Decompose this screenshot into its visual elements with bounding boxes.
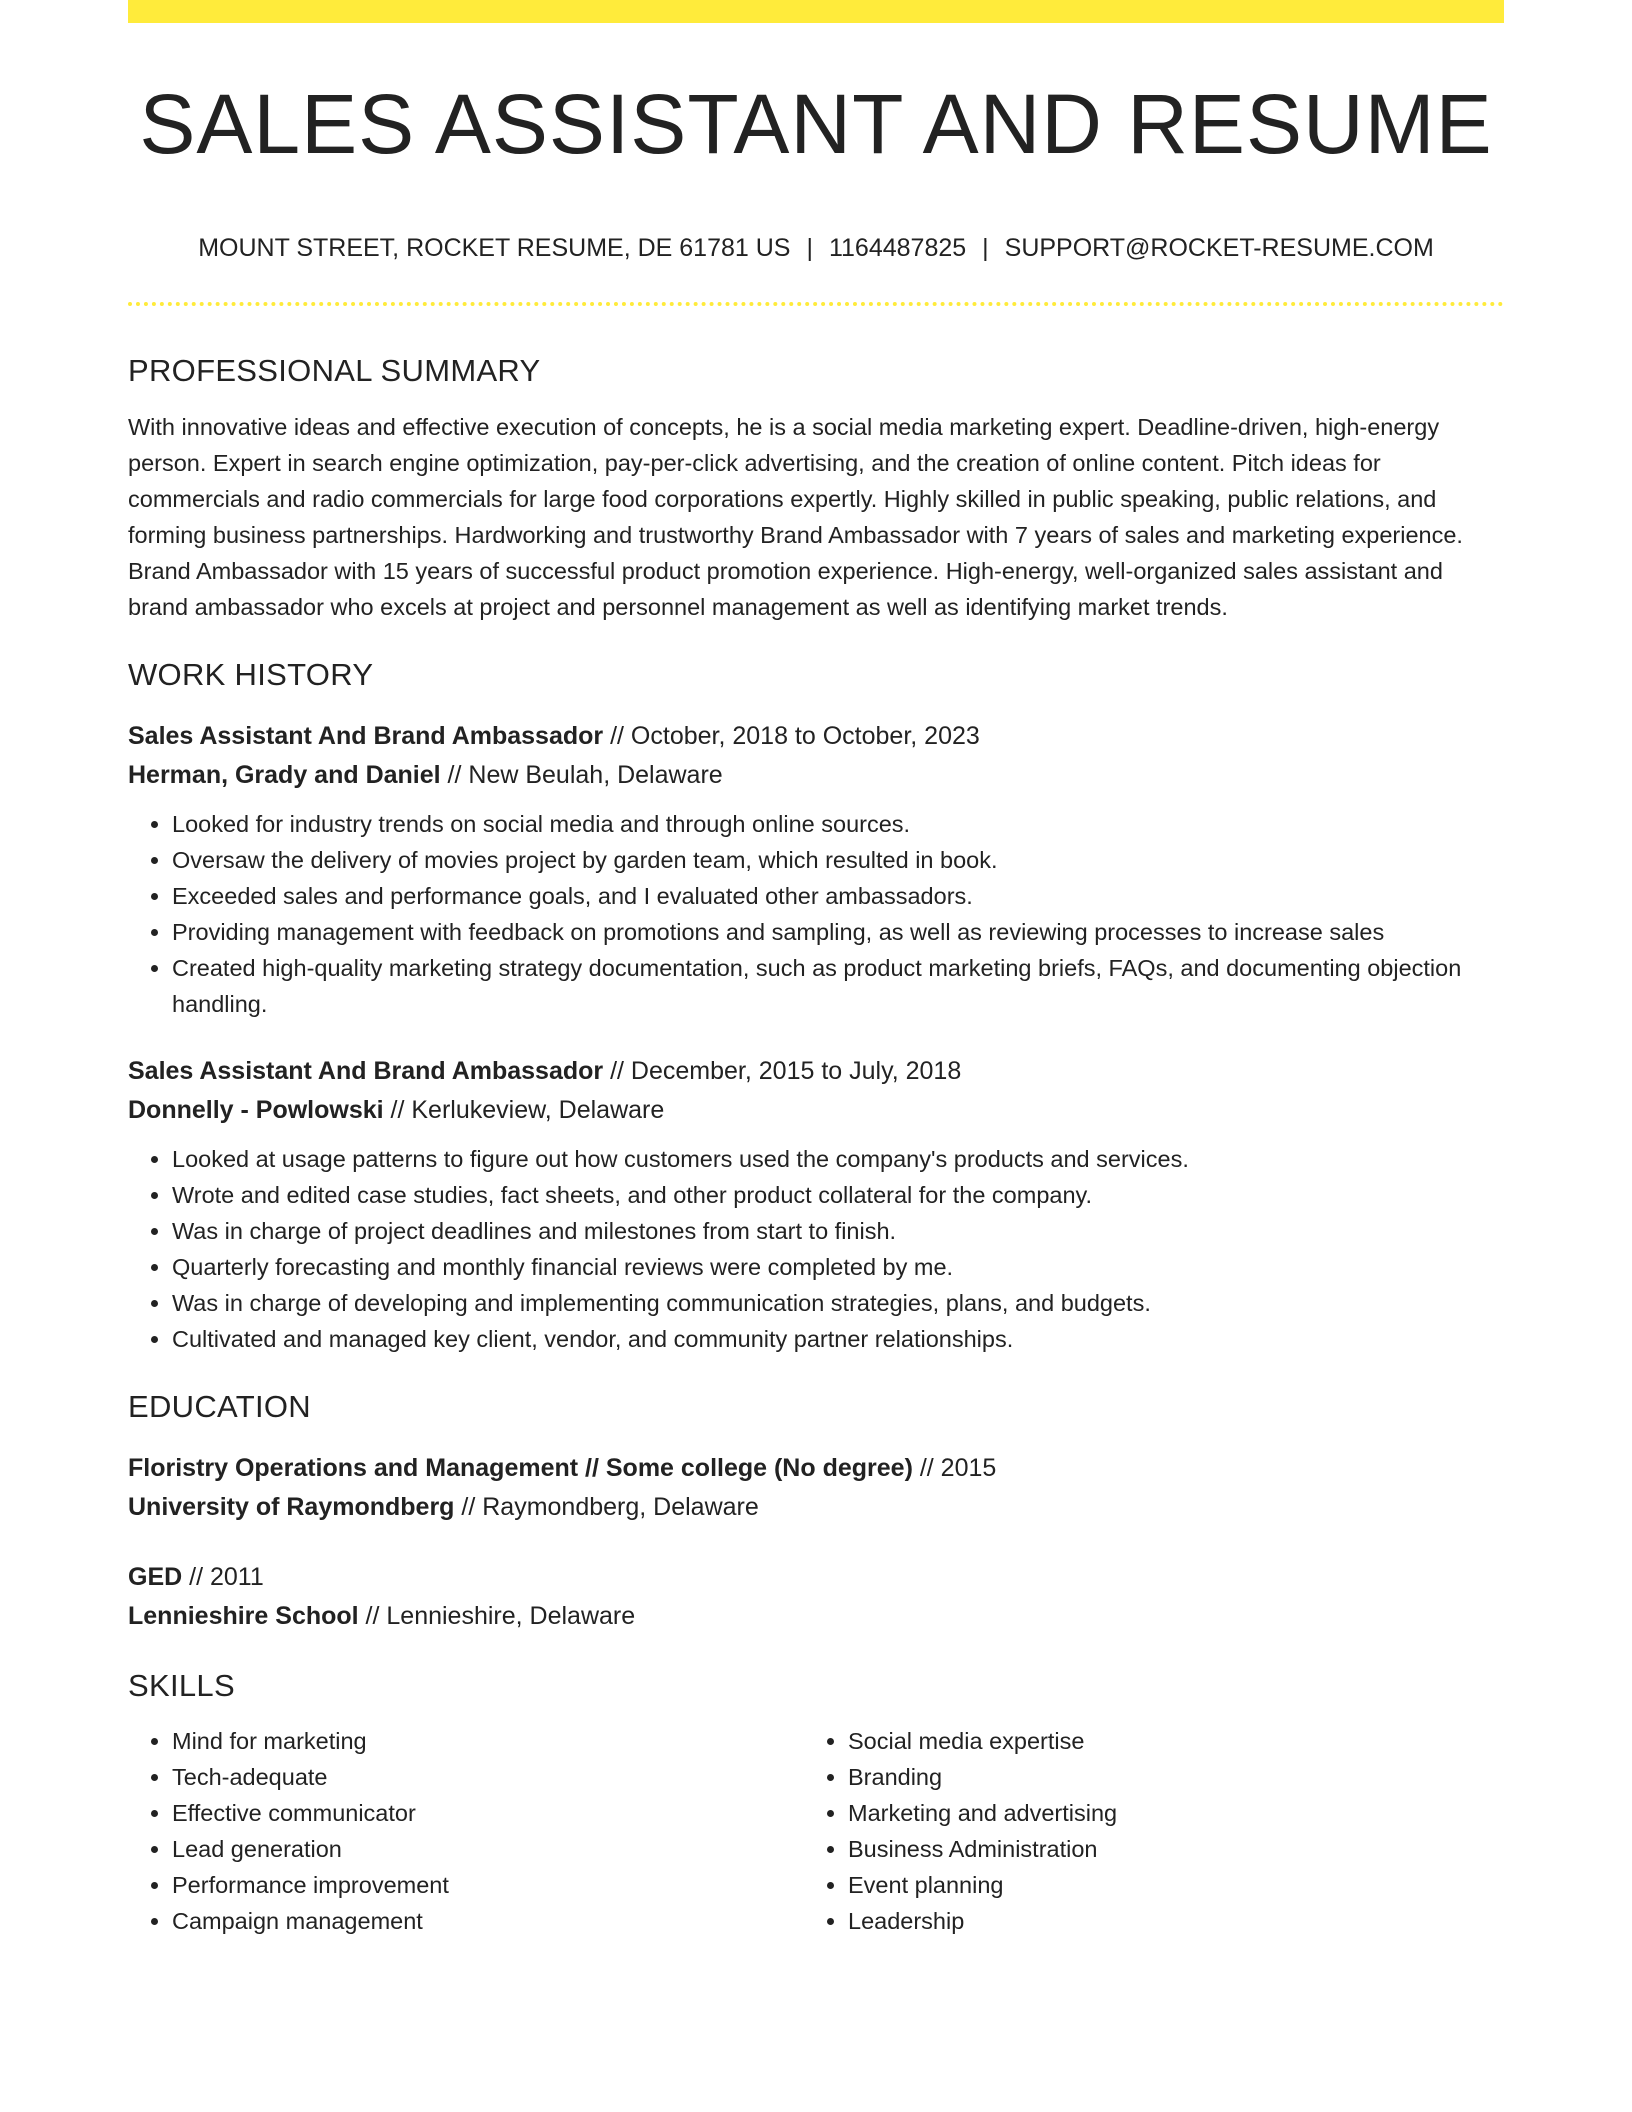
contact-separator: | [982, 234, 989, 262]
job-location: // New Beulah, Delaware [440, 761, 723, 789]
skill-item: • Event planning [848, 1867, 1480, 1903]
job-dates: // October, 2018 to October, 2023 [603, 722, 980, 750]
education-school-line [128, 1597, 1504, 1636]
job-entry [128, 717, 1504, 1022]
skill-item: • Leadership [848, 1903, 1480, 1939]
job-bullet: • Exceeded sales and performance goals, and I evaluated other ambassadors. [172, 878, 1504, 914]
education-school: Lennieshire School [128, 1602, 359, 1630]
skills-section-title: SKILLS [128, 1668, 235, 1703]
education-degree-line [128, 1558, 1504, 1597]
education-location: // Lennieshire, Delaware [358, 1602, 636, 1630]
skill-item: • Business Administration [848, 1831, 1480, 1867]
education-degree: GED [128, 1563, 183, 1591]
resume-name: SALES ASSISTANT AND RESUME [139, 77, 1493, 171]
job-bullet: • Oversaw the delivery of movies project by garden team, which resulted in book. [172, 842, 1504, 878]
contact-phone: 1164487825 [828, 234, 967, 262]
skill-item: • Branding [848, 1759, 1480, 1795]
education-school: University of Raymondberg [128, 1493, 455, 1521]
skill-item: • Effective communicator [172, 1795, 804, 1831]
job-location: // Kerlukeview, Delaware [383, 1096, 665, 1124]
job-bullet: • Cultivated and managed key client, vendor, and community partner relationships. [172, 1321, 1504, 1357]
job-company-line [128, 1091, 1504, 1130]
contact-address: MOUNT STREET, ROCKET RESUME, DE 61781 US [198, 234, 791, 262]
education-degree: Floristry Operations and Management // Some college (No degree) [128, 1454, 913, 1482]
education-year: // 2011 [182, 1563, 264, 1591]
skill-item: • Lead generation [172, 1831, 804, 1867]
education-degree-line [128, 1449, 1504, 1488]
job-bullet: • Looked for industry trends on social media and through online sources. [172, 806, 1504, 842]
skill-item: • Marketing and advertising [848, 1795, 1480, 1831]
skills-right-column [804, 1723, 1480, 1939]
skill-item: • Performance improvement [172, 1867, 804, 1903]
skill-item: • Campaign management [172, 1903, 804, 1939]
skill-item: • Social media expertise [848, 1723, 1480, 1759]
job-bullet: • Looked at usage patterns to figure out how customers used the company's products and services. [172, 1141, 1504, 1177]
accent-top-bar [128, 0, 1504, 23]
job-bullet: • Created high-quality marketing strategy documentation, such as product marketing briefs, FAQs, and documenting objection handling. [172, 950, 1504, 1022]
job-bullet: • Wrote and edited case studies, fact sheets, and other product collateral for the company. [172, 1177, 1504, 1213]
contact-email: SUPPORT@ROCKET-RESUME.COM [1004, 234, 1434, 262]
education-entry [128, 1449, 1504, 1527]
contact-line [128, 236, 1504, 261]
job-bullet: • Was in charge of developing and implementing communication strategies, plans, and budgets. [172, 1285, 1504, 1321]
job-bullets [128, 1141, 1504, 1357]
education-year: // 2015 [912, 1454, 997, 1482]
skills-left-column [128, 1723, 804, 1939]
job-bullet: • Providing management with feedback on promotions and sampling, as well as reviewing processes to increase sales [172, 914, 1504, 950]
work-history-section-title: WORK HISTORY [128, 657, 374, 692]
job-company: Herman, Grady and Daniel [128, 761, 441, 789]
contact-separator: | [806, 234, 813, 262]
job-title-line [128, 1052, 1504, 1091]
job-role: Sales Assistant And Brand Ambassador [128, 1057, 604, 1085]
education-school-line [128, 1488, 1504, 1527]
resume-page [128, 0, 1504, 1939]
education-location: // Raymondberg, Delaware [454, 1493, 759, 1521]
education-section-title: EDUCATION [128, 1389, 311, 1424]
job-entry [128, 1052, 1504, 1357]
job-role: Sales Assistant And Brand Ambassador [128, 722, 604, 750]
job-bullets [128, 806, 1504, 1022]
skill-item: • Tech-adequate [172, 1759, 804, 1795]
skill-item: • Mind for marketing [172, 1723, 804, 1759]
job-company: Donnelly - Powlowski [128, 1096, 384, 1124]
job-dates: // December, 2015 to July, 2018 [603, 1057, 962, 1085]
summary-section-title: PROFESSIONAL SUMMARY [128, 353, 541, 388]
job-company-line [128, 756, 1504, 795]
summary-text: With innovative ideas and effective execution of concepts, he is a social media marketing expert. Deadline-driven, high-energy person. Expert in search engine optimization, pay-per-click advertising, and the creation of online content. Pitch ideas for commercials and radio commercials for large food corporations expertly. Highly skilled in public speaking, public relations, and forming business partnerships. Hardworking and trustworthy Brand Ambassador with 7 years of sales and marketing experience. Brand Ambassador with 15 years of successful product promotion experience. High-energy, well-organized sales assistant and brand ambassador who excels at project and personnel management as well as identifying market trends. [128, 414, 1463, 620]
skills-grid [128, 1723, 1504, 1939]
job-title-line [128, 717, 1504, 756]
dotted-divider [128, 302, 1504, 306]
job-bullet: • Was in charge of project deadlines and milestones from start to finish. [172, 1213, 1504, 1249]
education-entry [128, 1558, 1504, 1636]
job-bullet: • Quarterly forecasting and monthly financial reviews were completed by me. [172, 1249, 1504, 1285]
